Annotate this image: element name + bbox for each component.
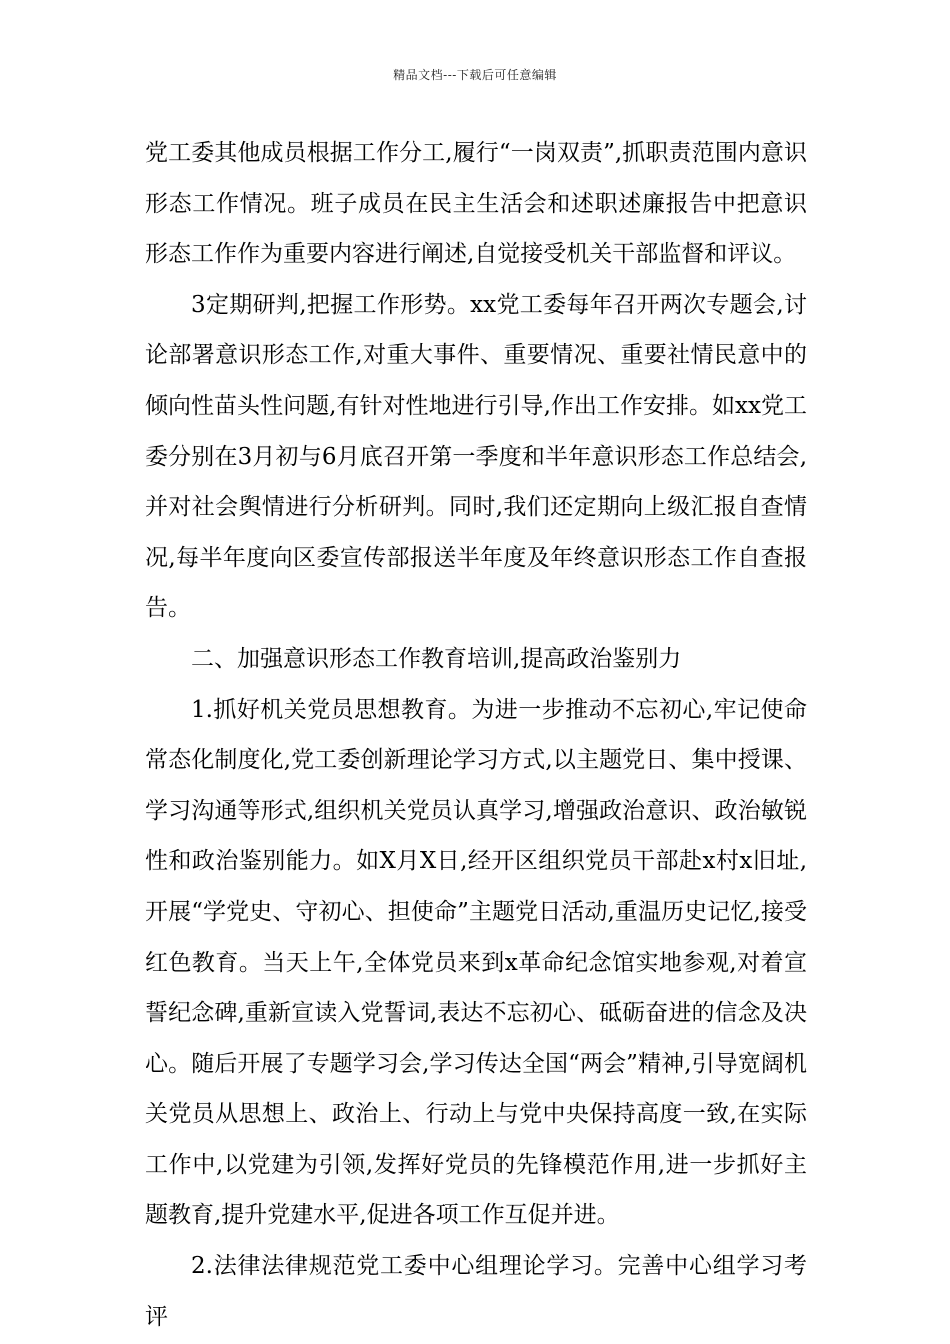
section-heading: 二、加强意识形态工作教育培训,提高政治鉴别力 bbox=[191, 645, 682, 672]
paragraph-1: 党工委其他成员根据工作分工,履行“一岗双责”,抓职责范围内意识形态工作情况。班子成员在民主生活会和述职述廉报告中把意识形态工作作为重要内容进行阐述,自觉接受机关干部监督和评议。 bbox=[145, 140, 807, 268]
paragraph-2: 3定期研判,把握工作形势。xx党工委每年召开两次专题会,讨论部署意识形态工作,对重大事件、重要情况、重要社情民意中的倾向性苗头性问题,有针对性地进行引导,作出工作安排。如xx党工委分别在3月初与6月底召开第一季度和半年意识形态工作总结会,并对社会舆情进行分析研判。同时,我们还定期向上级汇报自查情况,每半年度向区委宣传部报送半年度及年终意识形态工作自查报告。 bbox=[145, 291, 807, 622]
document-body bbox=[145, 128, 807, 1342]
page-header: 精品文档---下载后可任意编辑 bbox=[393, 68, 557, 82]
paragraph-3: 1.抓好机关党员思想教育。为进一步推动不忘初心,牢记使命常态化制度化,党工委创新理论学习方式,以主题党日、集中授课、学习沟通等形式,组织机关党员认真学习,增强政治意识、政治敏锐性和政治鉴别能力。如X月X日,经开区组织党员干部赴x村x旧址,开展“学党史、守初心、担使命”主题党日活动,重温历史记忆,接受红色教育。当天上午,全体党员来到x革命纪念馆实地参观,对着宣誓纪念碑,重新宣读入党誓词,表达不忘初心、砥砺奋进的信念及决心。随后开展了专题学习会,学习传达全国“两会”精神,引导宽阔机关党员从思想上、政治上、行动上与党中央保持高度一致,在实际工作中,以党建为引领,发挥好党员的先锋模范作用,进一步抓好主题教育,提升党建水平,促进各项工作互促并进。 bbox=[145, 696, 807, 1229]
paragraph-4: 2.法律法律规范党工委中心组理论学习。完善中心组学习考评 bbox=[145, 1253, 807, 1330]
